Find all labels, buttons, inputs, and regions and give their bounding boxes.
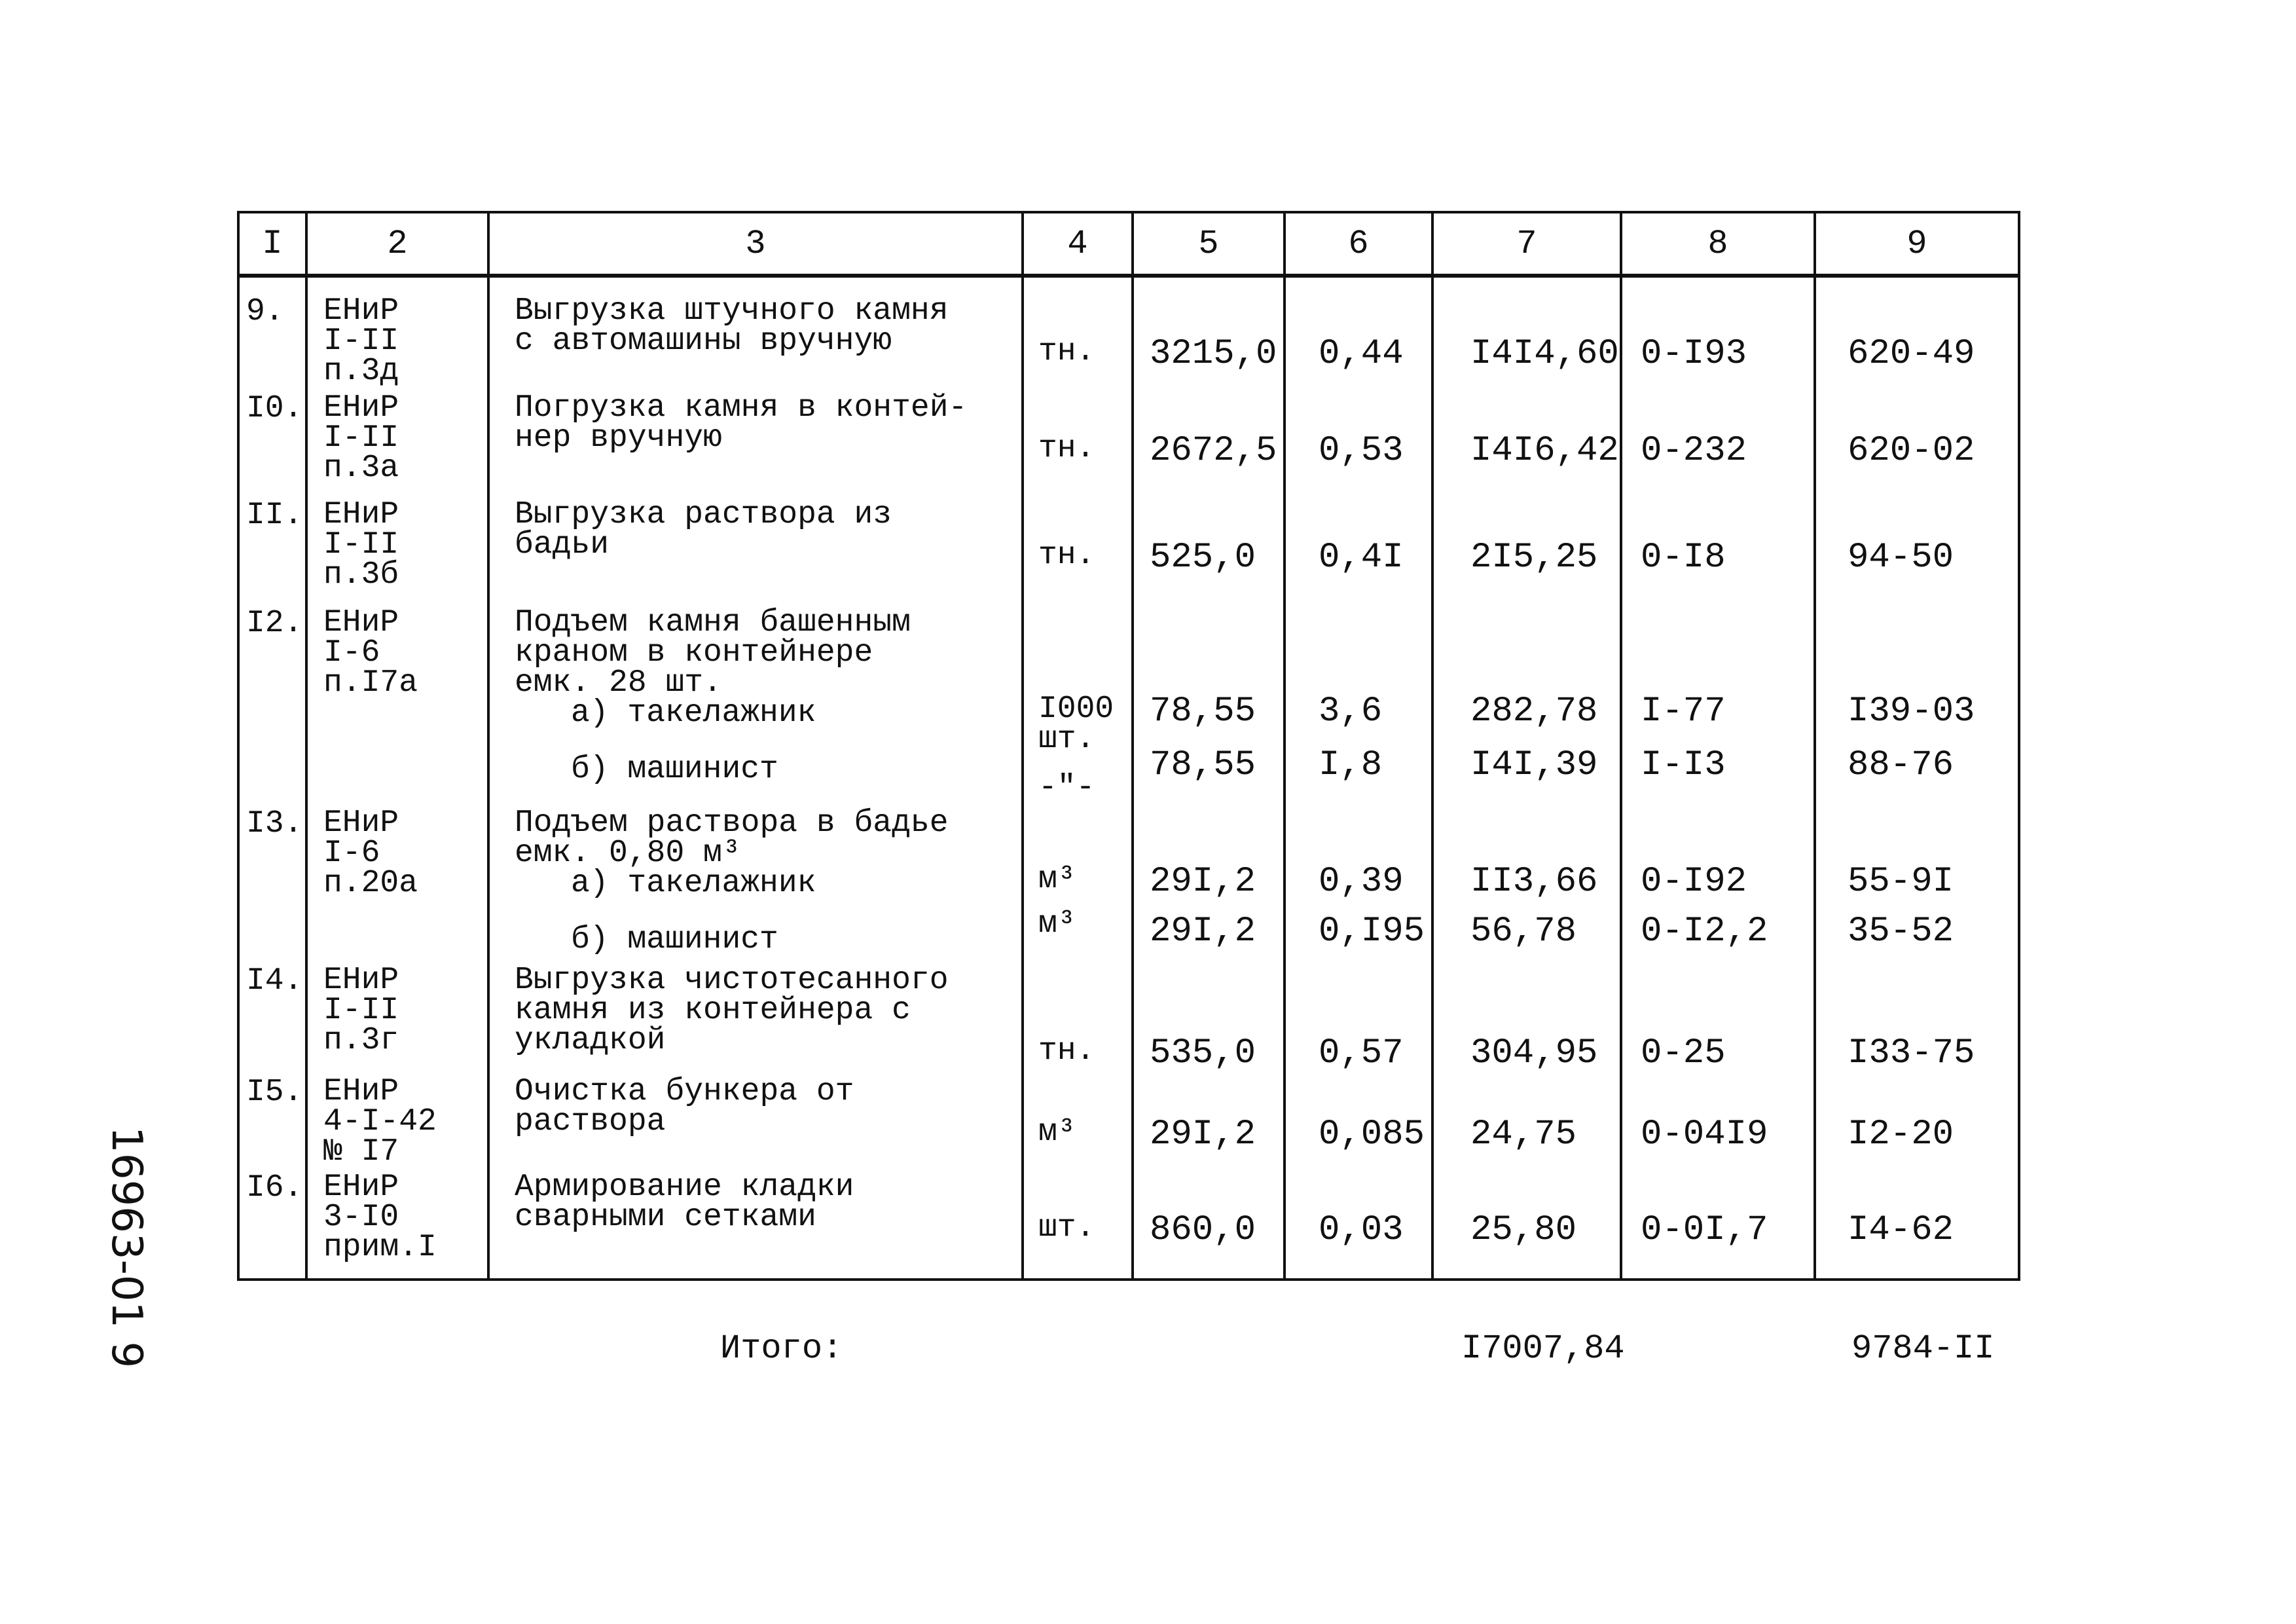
col7-cell	[1432, 602, 1621, 803]
col7-cell	[1432, 386, 1621, 494]
col9-value: I39-03	[1848, 692, 1975, 731]
col5-cell	[1133, 1071, 1285, 1167]
col9-cell	[1815, 803, 2019, 960]
col6-cell	[1285, 803, 1432, 960]
description-cell	[488, 386, 1023, 494]
table-row	[238, 386, 2019, 494]
col7-cell	[1432, 494, 1621, 602]
col5-cell	[1133, 1167, 1285, 1280]
description-cell	[488, 1071, 1023, 1167]
norm-code-line: прим.I	[323, 1230, 437, 1265]
col6-value: I,8	[1319, 745, 1383, 785]
description-cell	[488, 602, 1023, 803]
unit-value: м³	[1038, 906, 1076, 942]
unit-value: м³	[1038, 1115, 1076, 1150]
col6-value: 0,085	[1319, 1115, 1425, 1154]
row-number-cell	[238, 960, 306, 1071]
norm-code-line: I-II	[323, 527, 399, 563]
col8-cell	[1621, 386, 1815, 494]
norm-code	[308, 1167, 487, 1263]
col7-value: 282,78	[1470, 692, 1598, 731]
description-line: Подъем раствора в бадье	[515, 805, 949, 841]
norm-code-line: ЕНиР	[323, 497, 399, 532]
row-number-cell	[238, 602, 306, 803]
col7-cell	[1432, 276, 1621, 386]
col6-cell	[1285, 1167, 1432, 1280]
col6-value: 0,57	[1319, 1033, 1404, 1073]
norm-code-cell	[306, 1167, 488, 1280]
description-line: емк. 28 шт.	[515, 665, 722, 701]
norm-code-cell	[306, 276, 488, 389]
description-line: Выгрузка раствора из	[515, 497, 892, 532]
col7-value: I4I6,42	[1470, 431, 1619, 471]
row-number: II.	[246, 498, 303, 533]
col9-value: 94-50	[1848, 538, 1954, 578]
col8-value: I-77	[1641, 692, 1726, 731]
col9-value: 88-76	[1848, 745, 1954, 785]
unit-value: тн.	[1038, 431, 1095, 466]
col6-cell	[1285, 602, 1432, 803]
unit-cell	[1023, 602, 1133, 803]
col6-cell	[1285, 960, 1432, 1071]
description-cell	[488, 1167, 1023, 1280]
col-header-4: 4	[1023, 212, 1133, 276]
norm-code-cell	[306, 960, 488, 1071]
row-number: I4.	[246, 963, 303, 999]
norm-code	[308, 386, 487, 486]
norm-code-line: I-6	[323, 635, 380, 671]
col-header-3: 3	[488, 212, 1023, 276]
col9-value: 35-52	[1848, 912, 1954, 951]
description-line: Выгрузка штучного камня	[515, 293, 949, 329]
table-row	[238, 1167, 2019, 1280]
description-line: укладкой	[515, 1023, 666, 1058]
col8-cell	[1621, 803, 1815, 960]
col5-value: 78,55	[1150, 692, 1256, 731]
col9-cell	[1815, 602, 2019, 803]
col8-cell	[1621, 960, 1815, 1071]
description-cell	[488, 276, 1023, 386]
norm-code-cell	[306, 602, 488, 803]
col8-cell	[1621, 276, 1815, 386]
description	[490, 1167, 1021, 1235]
unit-cell	[1023, 276, 1133, 386]
unit-cell	[1023, 960, 1133, 1071]
description	[490, 278, 1021, 359]
col8-cell	[1621, 494, 1815, 602]
description	[490, 803, 1021, 955]
description-line: краном в контейнере	[515, 635, 873, 671]
norm-code	[308, 960, 487, 1056]
col6-value: 0,I95	[1319, 912, 1425, 951]
col6-value: 0,39	[1319, 862, 1404, 902]
col9-value: 620-49	[1848, 334, 1975, 374]
col8-cell	[1621, 602, 1815, 803]
col6-value: 0,44	[1319, 334, 1404, 374]
col5-cell	[1133, 386, 1285, 494]
unit-cell	[1023, 494, 1133, 602]
table-row	[238, 602, 2019, 803]
description-line: Подъем камня башенным	[515, 605, 911, 640]
norm-code-line: ЕНиР	[323, 390, 399, 426]
norm-code-line: I-II	[323, 993, 399, 1028]
description	[490, 1071, 1021, 1137]
norm-code	[308, 494, 487, 593]
norm-code-line: п.3г	[323, 1023, 399, 1058]
unit-value: тн.	[1038, 1033, 1095, 1069]
col-header-6: 6	[1285, 212, 1432, 276]
description-line: емк. 0,80 м³	[515, 836, 741, 871]
row-number: I5.	[246, 1075, 303, 1110]
table-row	[238, 960, 2019, 1071]
col8-cell	[1621, 1071, 1815, 1167]
col8-value: 0-232	[1641, 431, 1747, 471]
row-number-cell	[238, 1071, 306, 1167]
col9-cell	[1815, 494, 2019, 602]
col9-value: I33-75	[1848, 1033, 1975, 1073]
norm-code-line: ЕНиР	[323, 1074, 399, 1109]
col5-value: 525,0	[1150, 538, 1256, 578]
col9-cell	[1815, 276, 2019, 386]
row-number: I3.	[246, 806, 303, 841]
col7-value: 2I5,25	[1470, 538, 1598, 578]
unit-cell	[1023, 803, 1133, 960]
col-header-2: 2	[306, 212, 488, 276]
col8-value: 0-I92	[1641, 862, 1747, 902]
norm-code-line: I-II	[323, 420, 399, 456]
col7-value: 25,80	[1470, 1210, 1577, 1250]
description-cell	[488, 494, 1023, 602]
col5-cell	[1133, 960, 1285, 1071]
norm-code	[308, 1071, 487, 1170]
norm-code-line: ЕНиР	[323, 605, 399, 640]
col7-value: I4I,39	[1470, 745, 1598, 785]
col6-value: 0,03	[1319, 1210, 1404, 1250]
norm-code-line: ЕНиР	[323, 293, 399, 329]
col6-value: 0,53	[1319, 431, 1404, 471]
col8-value: 0-I8	[1641, 538, 1726, 578]
unit-cell	[1023, 386, 1133, 494]
norm-code-cell	[306, 386, 488, 494]
description-line: бадьи	[515, 527, 610, 563]
col5-value: 29I,2	[1150, 912, 1256, 951]
table-row	[238, 1071, 2019, 1167]
col7-value: 56,78	[1470, 912, 1577, 951]
col5-value: 29I,2	[1150, 862, 1256, 902]
row-number-cell	[238, 1167, 306, 1280]
row-number-cell	[238, 494, 306, 602]
total-col7: I7007,84	[1461, 1329, 1625, 1368]
col5-cell	[1133, 602, 1285, 803]
unit-cell	[1023, 1167, 1133, 1280]
col7-value: 24,75	[1470, 1115, 1577, 1154]
description	[490, 960, 1021, 1056]
col5-cell	[1133, 803, 1285, 960]
col9-value: 55-9I	[1848, 862, 1954, 902]
description	[490, 602, 1021, 787]
norm-code-line: № I7	[323, 1134, 399, 1170]
description-line: нер вручную	[515, 420, 722, 456]
col7-value: 304,95	[1470, 1033, 1598, 1073]
norm-code	[308, 278, 487, 389]
norm-code-line: п.3д	[323, 354, 399, 389]
col5-value: 2672,5	[1150, 431, 1277, 471]
norm-code-cell	[306, 494, 488, 602]
description-cell	[488, 960, 1023, 1071]
norm-code-cell	[306, 1071, 488, 1170]
col8-cell	[1621, 1167, 1815, 1280]
col7-cell	[1432, 1071, 1621, 1167]
unit-value: тн.	[1038, 334, 1095, 369]
norm-code-cell	[306, 803, 488, 960]
description-line: Выгрузка чистотесанного	[515, 963, 949, 998]
col7-cell	[1432, 1167, 1621, 1280]
col5-cell	[1133, 276, 1285, 386]
header-row	[238, 212, 2019, 276]
row-number: I2.	[246, 606, 303, 641]
col7-value: II3,66	[1470, 862, 1598, 902]
col7-value: I4I4,60	[1470, 334, 1619, 374]
col7-cell	[1432, 960, 1621, 1071]
table-row	[238, 494, 2019, 602]
norm-code-line: п.3а	[323, 451, 399, 486]
description	[490, 386, 1021, 456]
sub-label: б) машинист	[571, 922, 778, 957]
norm-code-line: ЕНиР	[323, 805, 399, 841]
col5-value: 78,55	[1150, 745, 1256, 785]
col6-cell	[1285, 1071, 1432, 1167]
norm-code-line: п.I7а	[323, 665, 418, 701]
description-line: раствора	[515, 1104, 666, 1139]
description-line: Погрузка камня в контей-	[515, 390, 968, 426]
work-table	[237, 211, 2020, 1281]
description-line: камня из контейнера с	[515, 993, 911, 1028]
unit-value: -"-	[1038, 770, 1095, 805]
table-row	[238, 276, 2019, 386]
col-header-1: I	[238, 212, 306, 276]
sub-label: а) такелажник	[571, 695, 816, 731]
norm-code-line: I-II	[323, 323, 399, 359]
norm-code	[308, 803, 487, 901]
col6-cell	[1285, 386, 1432, 494]
col9-cell	[1815, 1167, 2019, 1280]
col6-cell	[1285, 494, 1432, 602]
norm-code-line: ЕНиР	[323, 1170, 399, 1205]
row-number: I0.	[246, 391, 303, 426]
row-number-cell	[238, 803, 306, 960]
norm-code-line: п.3б	[323, 557, 399, 593]
description-line: Очистка бункера от	[515, 1074, 854, 1109]
unit-value: м³	[1038, 862, 1076, 897]
total-label: Итого:	[720, 1329, 843, 1368]
norm-code-line: 4-I-42	[323, 1104, 437, 1139]
col6-value: 0,4I	[1319, 538, 1404, 578]
col-header-9: 9	[1815, 212, 2019, 276]
unit-value: I000 шт.	[1038, 692, 1114, 757]
description	[490, 494, 1021, 563]
col9-cell	[1815, 960, 2019, 1071]
col8-value: 0-25	[1641, 1033, 1726, 1073]
description-cell	[488, 803, 1023, 960]
col9-value: 620-02	[1848, 431, 1975, 471]
description-line: Армирование кладки	[515, 1170, 854, 1205]
col5-value: 29I,2	[1150, 1115, 1256, 1154]
col5-value: 535,0	[1150, 1033, 1256, 1073]
row-number-cell	[238, 276, 306, 386]
unit-value: шт.	[1038, 1210, 1095, 1246]
col9-cell	[1815, 386, 2019, 494]
col8-value: 0-04I9	[1641, 1115, 1768, 1154]
col5-value: 3215,0	[1150, 334, 1277, 374]
col8-value: 0-I93	[1641, 334, 1747, 374]
norm-code-line: п.20а	[323, 866, 418, 901]
col9-value: I2-20	[1848, 1115, 1954, 1154]
row-number: I6.	[246, 1170, 303, 1206]
col9-cell	[1815, 1071, 2019, 1167]
sub-label: б) машинист	[571, 752, 778, 787]
col-header-5: 5	[1133, 212, 1285, 276]
col8-value: 0-0I,7	[1641, 1210, 1768, 1250]
col5-cell	[1133, 494, 1285, 602]
description-line: сварными сетками	[515, 1200, 816, 1235]
description-line: с автомашины вручную	[515, 323, 892, 359]
unit-value: тн.	[1038, 538, 1095, 573]
norm-code-line: I-6	[323, 836, 380, 871]
col-header-8: 8	[1621, 212, 1815, 276]
norm-code-line: ЕНиР	[323, 963, 399, 998]
page-stamp: 16963-01 9	[102, 1126, 151, 1369]
total-col9: 9784-II	[1851, 1329, 1995, 1368]
col8-value: I-I3	[1641, 745, 1726, 785]
col7-cell	[1432, 803, 1621, 960]
norm-code-line: 3-I0	[323, 1200, 399, 1235]
col5-value: 860,0	[1150, 1210, 1256, 1250]
col8-value: 0-I2,2	[1641, 912, 1768, 951]
unit-cell	[1023, 1071, 1133, 1167]
col9-value: I4-62	[1848, 1210, 1954, 1250]
col6-value: 3,6	[1319, 692, 1383, 731]
row-number: 9.	[246, 294, 284, 329]
col6-cell	[1285, 276, 1432, 386]
sub-label: а) такелажник	[571, 866, 816, 901]
norm-code	[308, 602, 487, 701]
row-number-cell	[238, 386, 306, 494]
table-row	[238, 803, 2019, 960]
col-header-7: 7	[1432, 212, 1621, 276]
